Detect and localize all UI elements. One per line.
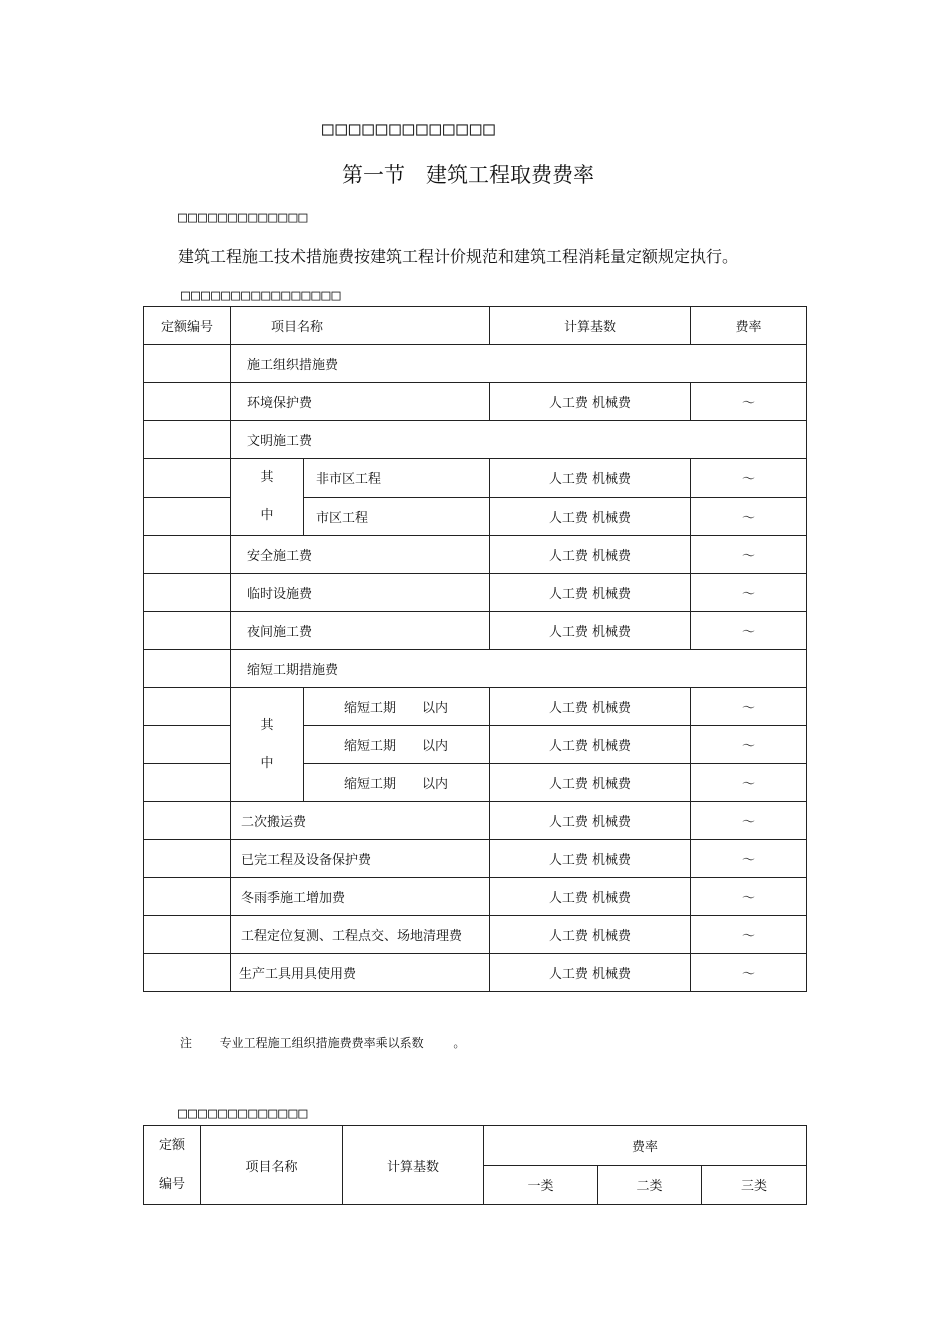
- header-code-line1: 定额: [158, 1138, 185, 1153]
- row-name: 市区工程: [304, 497, 490, 536]
- row-name: 安全施工费: [231, 536, 490, 574]
- row-name: 冬雨季施工增加费: [231, 878, 490, 916]
- section-title: 第一节 建筑工程取费费率: [342, 163, 594, 187]
- row-name: 文明施工费: [231, 421, 807, 459]
- row-name: 缩短工期 以内: [304, 688, 490, 726]
- row-name: 施工组织措施费: [231, 345, 807, 383]
- fee-rate-table: [143, 306, 807, 992]
- row-base: 人工费 机械费: [490, 916, 691, 954]
- qi-char: 其: [260, 470, 274, 485]
- row-base: 人工费 机械费: [490, 612, 691, 650]
- table-row: [144, 916, 807, 954]
- header-rate: 费率: [484, 1126, 807, 1166]
- table-row: [144, 612, 807, 650]
- header-code: 定额编号: [144, 307, 231, 345]
- note-end: 。: [453, 1036, 466, 1050]
- header-base: 计算基数: [343, 1126, 484, 1205]
- row-rate: ～: [691, 916, 807, 954]
- table-row: [144, 954, 807, 992]
- row-base: 人工费 机械费: [490, 726, 691, 764]
- row-rate: ～: [691, 574, 807, 612]
- table-row: [144, 840, 807, 878]
- row-name: 临时设施费: [231, 574, 490, 612]
- row-name: 二次搬运费: [231, 802, 490, 840]
- row-base: 人工费 机械费: [490, 878, 691, 916]
- header-code-line2: 编号: [158, 1177, 185, 1192]
- paragraph-1: 建筑工程施工技术措施费按建筑工程计价规范和建筑工程消耗量定额规定执行。: [178, 247, 739, 266]
- header-name: 项目名称: [231, 307, 490, 345]
- row-rate: ～: [691, 536, 807, 574]
- row-rate: ～: [691, 802, 807, 840]
- qi-char: 其: [260, 717, 274, 733]
- row-base: 人工费 机械费: [490, 574, 691, 612]
- table-row: [144, 536, 807, 574]
- subheading-2: □□□□□□□□□□□□□□□□: [181, 286, 342, 304]
- row-rate: ～: [691, 497, 807, 536]
- row-base: 人工费 机械费: [490, 954, 691, 992]
- header-class-2: 二类: [598, 1165, 702, 1205]
- fee-class-table: [143, 1125, 807, 1205]
- row-base: 人工费 机械费: [490, 802, 691, 840]
- subheading-1: □□□□□□□□□□□□□: [178, 208, 309, 226]
- table-row: [144, 574, 807, 612]
- row-name: 工程定位复测、工程点交、场地清理费: [231, 916, 490, 954]
- row-base: 人工费 机械费: [490, 536, 691, 574]
- subheading-3: □□□□□□□□□□□□□: [178, 1104, 309, 1122]
- row-base: 人工费 机械费: [490, 688, 691, 726]
- row-rate: ～: [691, 612, 807, 650]
- chapter-title: □□□□□□□□□□□□□: [322, 118, 497, 140]
- table-row: [144, 421, 807, 459]
- row-rate: ～: [691, 878, 807, 916]
- row-name: 已完工程及设备保护费: [231, 840, 490, 878]
- row-name: 缩短工期 以内: [304, 764, 490, 802]
- row-base: 人工费 机械费: [490, 497, 691, 536]
- header-base: 计算基数: [490, 307, 691, 345]
- row-base: 人工费 机械费: [490, 840, 691, 878]
- table-header-row: [144, 1126, 807, 1166]
- zhong-char: 中: [260, 755, 274, 771]
- row-base: 人工费 机械费: [490, 383, 691, 421]
- header-rate: 费率: [691, 307, 807, 345]
- zhong-char: 中: [260, 508, 274, 523]
- qizhong-label: [231, 459, 304, 536]
- row-rate: ～: [691, 726, 807, 764]
- row-rate: ～: [691, 764, 807, 802]
- row-rate: ～: [691, 688, 807, 726]
- table-row: [144, 383, 807, 421]
- qizhong-label: [231, 688, 304, 802]
- table-row: [144, 345, 807, 383]
- row-name: 环境保护费: [231, 383, 490, 421]
- row-base: 人工费 机械费: [490, 459, 691, 498]
- row-rate: ～: [691, 459, 807, 498]
- table-note: [180, 1034, 465, 1051]
- table-row: [144, 802, 807, 840]
- row-rate: ～: [691, 383, 807, 421]
- row-base: 人工费 机械费: [490, 764, 691, 802]
- note-label: 注: [180, 1036, 193, 1050]
- header-class-3: 三类: [702, 1165, 807, 1205]
- row-name: 非市区工程: [304, 459, 490, 498]
- table-header-row: [144, 307, 807, 345]
- row-name: 缩短工期措施费: [231, 650, 807, 688]
- table-row: [144, 878, 807, 916]
- header-class-1: 一类: [484, 1165, 598, 1205]
- row-name: 生产工具用具使用费: [231, 954, 490, 992]
- row-name: 夜间施工费: [231, 612, 490, 650]
- table-row: [144, 650, 807, 688]
- row-name: 缩短工期 以内: [304, 726, 490, 764]
- header-code: [144, 1126, 201, 1205]
- row-rate: ～: [691, 840, 807, 878]
- header-name: 项目名称: [201, 1126, 343, 1205]
- table-row: [144, 688, 807, 726]
- table-row: [144, 459, 807, 498]
- note-text: 专业工程施工组织措施费费率乘以系数: [219, 1036, 424, 1050]
- row-rate: ～: [691, 954, 807, 992]
